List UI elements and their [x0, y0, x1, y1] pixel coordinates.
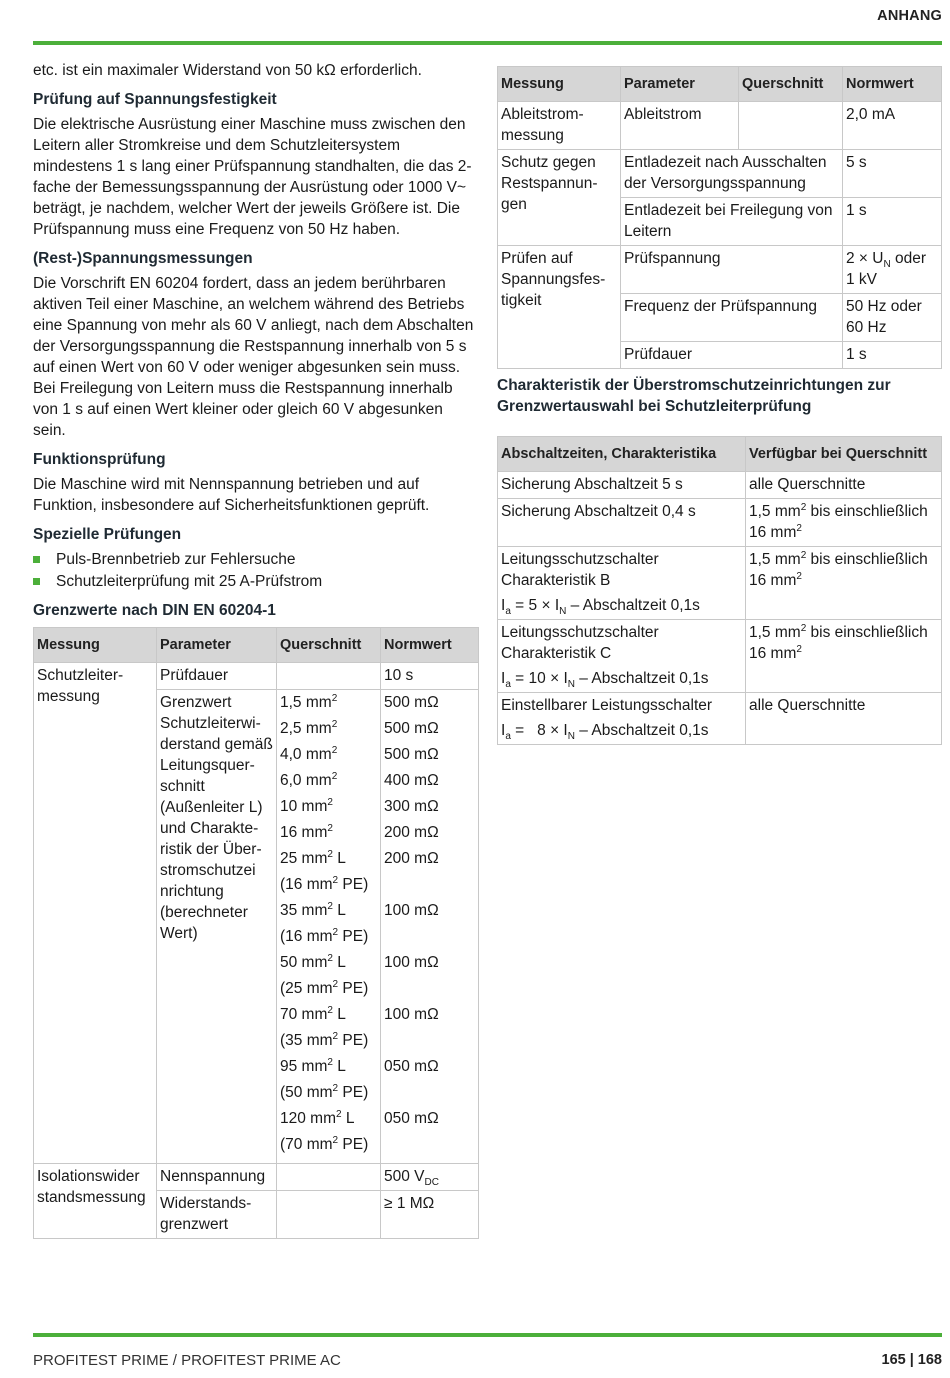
querschnitt-pe-value: (25 $mm^2$ PE) [280, 978, 369, 997]
cell-normwert: $2 \times U_N$ oder 1 kV [843, 246, 942, 294]
cell-normwert: 5 s [843, 150, 942, 198]
right-column [497, 66, 942, 745]
text-restspannung-1: Die Vorschrift EN 60204 fordert, dass an jedem berührbaren aktiven Teil einer Maschine, an welchem während des Betriebs eine Spannung von mehr als 60 V anliegt, nach dem Abschalten der Versorgungsspannung die Restspannung innerhalb von 5 s auf einen Wert von 60 V oder weniger abgesunken sein muss. [33, 275, 474, 376]
normwert-value: 050 mΩ [384, 1110, 439, 1127]
table-row [34, 663, 479, 690]
col-header: Messung [498, 67, 621, 102]
normwert-value: 100 mΩ [384, 1006, 439, 1023]
normwert-spacer [384, 978, 475, 999]
normwert-spacer [384, 926, 475, 947]
cell-normwert: 2,0 mA [843, 102, 942, 150]
querschnitt-value: 25 $mm^2$ L [280, 848, 346, 867]
cell-characteristic: Sicherung Abschaltzeit 0,4 s [498, 499, 746, 547]
characteristics-table [497, 436, 942, 745]
bullet-square-icon [33, 556, 40, 563]
querschnitt-pe-value: (16 $mm^2$ PE) [280, 926, 369, 945]
bullet-square-icon [33, 578, 40, 585]
cell-messung: Isolationswider standsmessung [34, 1164, 157, 1239]
cell-normwert: 1 s [843, 342, 942, 369]
heading-funktionspruefung: Funktionsprüfung [33, 451, 166, 468]
querschnitt-value: 2,5 $mm^2$ [280, 718, 338, 737]
querschnitt-value: 10 $mm^2$ [280, 796, 333, 815]
cell-parameter: Nennspannung [157, 1164, 277, 1191]
text-funktionspruefung: Die Maschine wird mit Nennspannung betrieben und auf Funktion, insbesondere auf Sicherheitsfunktionen geprüft. [33, 476, 430, 514]
normwert-spacer [384, 1134, 475, 1155]
normwert-value: 050 mΩ [384, 1058, 439, 1075]
heading-restspannung: (Rest-)Spannungsmessungen [33, 250, 253, 267]
table-row [498, 547, 942, 620]
list-item: Puls-Brennbetrieb zur Fehlersuche [33, 549, 479, 570]
querschnitt-pe-value: (35 $mm^2$ PE) [280, 1030, 369, 1049]
cell-normwert: ≥ 1 MΩ [381, 1191, 479, 1239]
cell-cross-section: alle Querschnitte [746, 472, 942, 499]
querschnitt-value: 35 $mm^2$ L [280, 900, 346, 919]
normwert-value: 100 mΩ [384, 954, 439, 971]
normwert-spacer [384, 1030, 475, 1051]
col-header: Parameter [621, 67, 739, 102]
cell-querschnitt [739, 102, 843, 150]
footer-page-number: 165 | 168 [881, 1352, 942, 1368]
text-spannungsfestigkeit: Die elektrische Ausrüstung einer Maschine muss zwischen den Leitern aller Stromkreise und dem Schutzleitersystem mindestens 1 s lang einer Prüfspannung standhalten, die das 2-fache der Bemessungsspannung der Ausrüstung oder 1000 V~ beträgt, je nachdem, welcher Wert der jeweils Größere ist. Die Prüfspannung muss eine Frequenz von 50 Hz haben. [33, 116, 472, 238]
table-row [498, 150, 942, 198]
intro-text: etc. ist ein maximaler Widerstand von 50 kΩ erforderlich. [33, 62, 422, 79]
querschnitt-value: 120 $mm^2$ L [280, 1108, 355, 1127]
left-column [33, 60, 479, 1239]
table-row [498, 246, 942, 294]
normwert-value: 200 mΩ [384, 824, 439, 841]
table-header-row [498, 67, 942, 102]
col-header: Querschnitt [739, 67, 843, 102]
normwert-value: 400 mΩ [384, 772, 439, 789]
normwert-value: 100 mΩ [384, 902, 439, 919]
cell-querschnitt [277, 1164, 381, 1191]
col-header: Messung [34, 628, 157, 663]
normwert-value: 500 mΩ [384, 720, 439, 737]
cell-querschnitt [277, 663, 381, 690]
querschnitt-pe-value: (70 $mm^2$ PE) [280, 1134, 369, 1153]
cell-normwert: 10 s [381, 663, 479, 690]
cell-cross-section: 1,5 $mm^2$ bis einschließlich 16 $mm^2$ [746, 547, 942, 620]
measurement-table [497, 66, 942, 369]
cell-parameter: Entladezeit nach Ausschalten der Versorgungsspannung [621, 150, 843, 198]
querschnitt-value: 1,5 $mm^2$ [280, 692, 338, 711]
special-tests-list [33, 549, 479, 592]
heading-spezielle-pruefungen: Spezielle Prüfungen [33, 526, 182, 543]
col-header: Abschaltzeiten, Charakteristika [498, 437, 746, 472]
cell-parameter: Prüfdauer [157, 663, 277, 690]
querschnitt-value: 16 $mm^2$ [280, 822, 333, 841]
cell-messung: Schutzleitermessung [34, 663, 157, 1164]
cell-characteristic: Leitungsschutzschalter Charakteristik C $I_a = 10 \times I_N$ – Abschaltzeit 0,1s [498, 620, 746, 693]
col-header: Verfügbar bei Querschnitt [746, 437, 942, 472]
querschnitt-value: 70 $mm^2$ L [280, 1004, 346, 1023]
cell-normwert-list [381, 690, 479, 1164]
table-row [498, 102, 942, 150]
normwert-spacer [384, 1082, 475, 1103]
querschnitt-pe-value: (16 $mm^2$ PE) [280, 874, 369, 893]
cell-characteristic: Sicherung Abschaltzeit 5 s [498, 472, 746, 499]
querschnitt-value: 4,0 $mm^2$ [280, 744, 338, 763]
cell-messung: Ableitstrommessung [498, 102, 621, 150]
cell-parameter: Prüfdauer [621, 342, 843, 369]
cell-querschnitt [277, 1191, 381, 1239]
cell-parameter: Frequenz der Prüfspannung [621, 294, 843, 342]
normwert-spacer [384, 874, 475, 895]
cell-cross-section: alle Querschnitte [746, 693, 942, 745]
table-row [498, 620, 942, 693]
col-header: Normwert [843, 67, 942, 102]
col-header: Normwert [381, 628, 479, 663]
cell-parameter: Prüfspannung [621, 246, 843, 294]
table-row [498, 472, 942, 499]
characteristics-title: Charakteristik der Überstromschutzeinrichtungen zur Grenzwertauswahl bei Schutzleiterprüfung [497, 377, 891, 415]
cell-normwert: 1 s [843, 198, 942, 246]
normwert-value: 200 mΩ [384, 850, 439, 867]
list-item: Schutzleiterprüfung mit 25 A-Prüfstrom [33, 571, 479, 592]
cell-normwert: 50 Hz oder 60 Hz [843, 294, 942, 342]
normwert-value: 500 mΩ [384, 746, 439, 763]
querschnitt-value: 6,0 $mm^2$ [280, 770, 338, 789]
text-restspannung-2: Bei Freilegung von Leitern muss die Restspannung innerhalb von 1 s auf einen Wert kleiner oder gleich 60 V abgesunken sein. [33, 380, 453, 439]
table-header-row [34, 628, 479, 663]
normwert-value: 500 mΩ [384, 694, 439, 711]
table-row [498, 693, 942, 745]
cell-querschnitt-list [277, 690, 381, 1164]
footer-rule [33, 1333, 942, 1337]
cell-characteristic: Einstellbarer Leistungsschalter $I_a = 8 \times I_N$ – Abschaltzeit 0,1s [498, 693, 746, 745]
cell-messung: Schutz gegen Restspannungen [498, 150, 621, 246]
header-rule [33, 41, 942, 45]
cell-cross-section: 1,5 $mm^2$ bis einschließlich 16 $mm^2$ [746, 499, 942, 547]
table-row [34, 1164, 479, 1191]
limits-table [33, 627, 479, 1239]
cell-characteristic: Leitungsschutzschalter Charakteristik B $I_a = 5 \times I_N$ – Abschaltzeit 0,1s [498, 547, 746, 620]
cell-parameter: Ableitstrom [621, 102, 739, 150]
querschnitt-value: 95 $mm^2$ L [280, 1056, 346, 1075]
table-row [498, 499, 942, 547]
cell-cross-section: 1,5 $mm^2$ bis einschließlich 16 $mm^2$ [746, 620, 942, 693]
cell-messung: Prüfen auf Spannungsfestigkeit [498, 246, 621, 369]
footer-product: PROFITEST PRIME / PROFITEST PRIME AC [33, 1352, 341, 1369]
heading-spannungsfestigkeit: Prüfung auf Spannungsfestigkeit [33, 91, 277, 108]
section-header: ANHANG [877, 8, 942, 24]
cell-parameter: Widerstandsgrenzwert [157, 1191, 277, 1239]
querschnitt-pe-value: (50 $mm^2$ PE) [280, 1082, 369, 1101]
cell-normwert: 500 $V_{DC}$ [381, 1164, 479, 1191]
cell-parameter: Entladezeit bei Freilegung von Leitern [621, 198, 843, 246]
col-header: Parameter [157, 628, 277, 663]
col-header: Querschnitt [277, 628, 381, 663]
querschnitt-value: 50 $mm^2$ L [280, 952, 346, 971]
heading-grenzwerte: Grenzwerte nach DIN EN 60204-1 [33, 602, 276, 619]
cell-parameter: Grenzwert Schutzleiterwiderstand gemäß Leitungsquerschnitt (Außenleiter L) und Charakteristik der Überstromschutzei nrichtung (berechneter Wert) [157, 690, 277, 1164]
table-header-row [498, 437, 942, 472]
normwert-value: 300 mΩ [384, 798, 439, 815]
